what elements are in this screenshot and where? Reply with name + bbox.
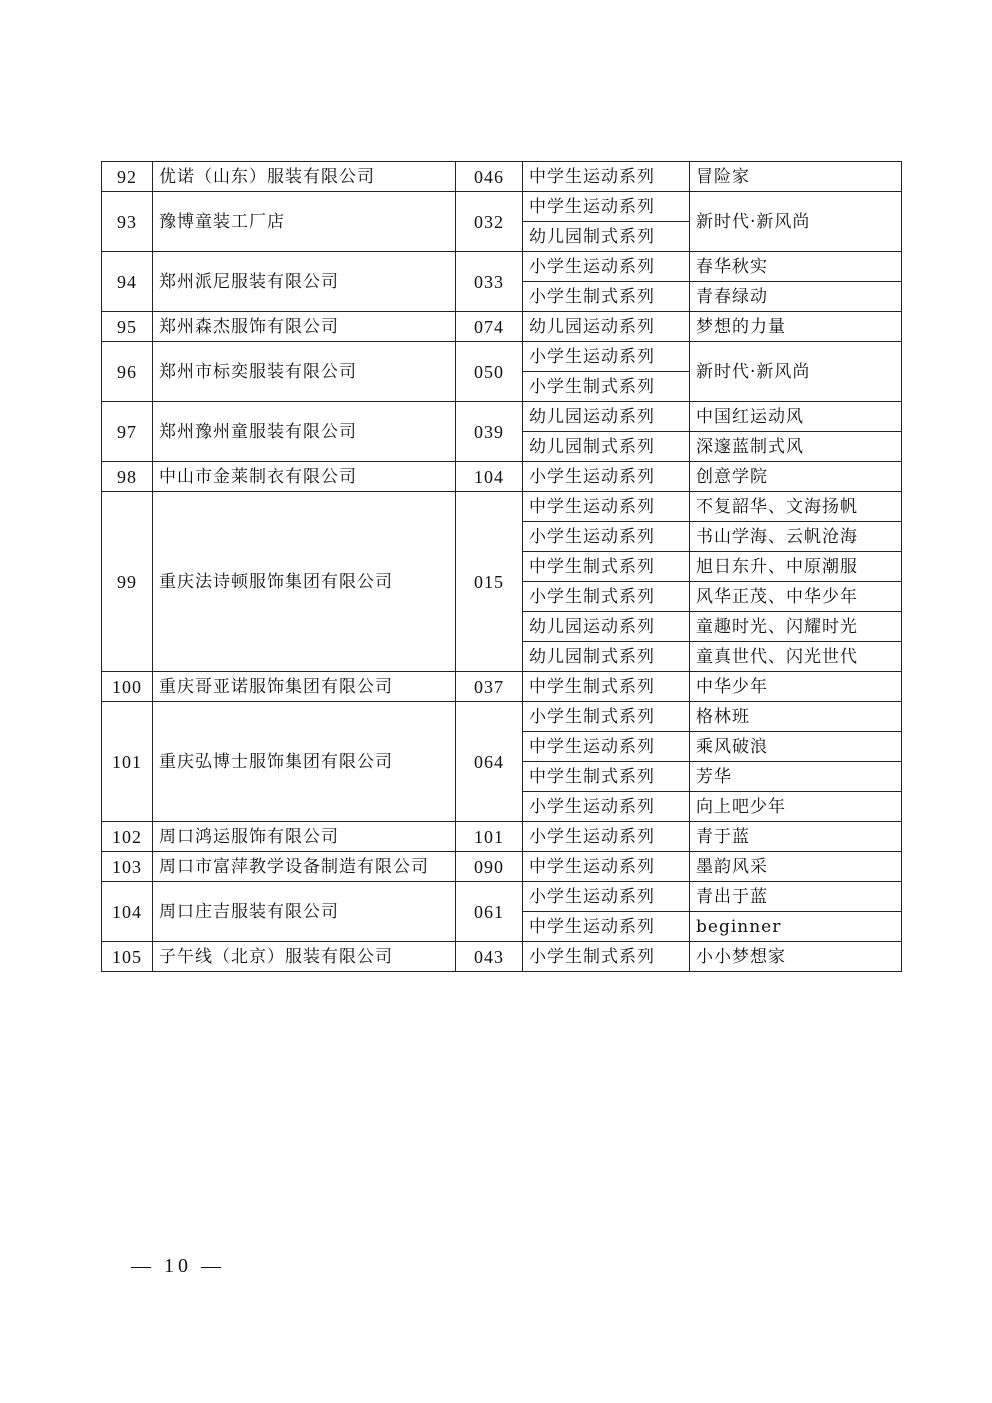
company-name: 周口庄吉服装有限公司 [153,882,456,942]
product-code: 074 [456,312,523,342]
series-name: 中学生运动系列 [523,732,690,762]
table-row [102,402,902,432]
series-name: 中学生运动系列 [523,192,690,222]
style-name: 春华秋实 [690,252,902,282]
series-name: 幼儿园运动系列 [523,612,690,642]
style-name: beginner [690,912,902,942]
table-row [102,852,902,882]
style-name: 墨韵风采 [690,852,902,882]
style-name: 小小梦想家 [690,942,902,972]
series-name: 小学生运动系列 [523,462,690,492]
table-row [102,312,902,342]
product-code: 037 [456,672,523,702]
row-number: 102 [102,822,153,852]
row-number: 104 [102,882,153,942]
series-name: 小学生制式系列 [523,702,690,732]
style-name: 中华少年 [690,672,902,702]
style-name: 风华正茂、中华少年 [690,582,902,612]
series-name: 小学生运动系列 [523,342,690,372]
page-number: — 10 — [131,1255,225,1277]
style-name: 青春绿动 [690,282,902,312]
product-code: 039 [456,402,523,462]
style-name: 不复韶华、文海扬帆 [690,492,902,522]
table-row [102,672,902,702]
style-name: 青出于蓝 [690,882,902,912]
product-code: 101 [456,822,523,852]
table-row [102,342,902,372]
company-name: 中山市金莱制衣有限公司 [153,462,456,492]
company-name: 郑州森杰服饰有限公司 [153,312,456,342]
company-name: 重庆法诗顿服饰集团有限公司 [153,492,456,672]
series-name: 幼儿园运动系列 [523,402,690,432]
series-name: 小学生运动系列 [523,792,690,822]
series-name: 小学生制式系列 [523,372,690,402]
style-name: 中国红运动风 [690,402,902,432]
product-code: 032 [456,192,523,252]
company-name: 郑州豫州童服装有限公司 [153,402,456,462]
row-number: 103 [102,852,153,882]
product-code: 050 [456,342,523,402]
series-name: 小学生运动系列 [523,522,690,552]
row-number: 99 [102,492,153,672]
series-name: 中学生运动系列 [523,912,690,942]
product-code: 043 [456,942,523,972]
row-number: 98 [102,462,153,492]
table-row [102,942,902,972]
company-name: 豫博童装工厂店 [153,192,456,252]
series-name: 幼儿园制式系列 [523,642,690,672]
style-name: 旭日东升、中原潮服 [690,552,902,582]
style-name: 向上吧少年 [690,792,902,822]
table-row [102,192,902,222]
roster-body [102,162,902,972]
company-name: 重庆弘博士服饰集团有限公司 [153,702,456,822]
style-name: 书山学海、云帆沧海 [690,522,902,552]
series-name: 小学生制式系列 [523,282,690,312]
series-name: 中学生运动系列 [523,492,690,522]
row-number: 96 [102,342,153,402]
style-name: 芳华 [690,762,902,792]
series-name: 小学生制式系列 [523,942,690,972]
company-name: 郑州市标奕服装有限公司 [153,342,456,402]
product-code: 104 [456,462,523,492]
style-name: 乘风破浪 [690,732,902,762]
company-name: 周口市富萍教学设备制造有限公司 [153,852,456,882]
series-name: 中学生制式系列 [523,552,690,582]
style-name: 新时代·新风尚 [690,192,902,252]
company-name: 子午线（北京）服装有限公司 [153,942,456,972]
style-name: 创意学院 [690,462,902,492]
product-code: 090 [456,852,523,882]
series-name: 中学生制式系列 [523,672,690,702]
table-row [102,822,902,852]
table-row [102,162,902,192]
company-name: 优诺（山东）服装有限公司 [153,162,456,192]
product-code: 061 [456,882,523,942]
row-number: 105 [102,942,153,972]
style-name: 梦想的力量 [690,312,902,342]
style-name: 冒险家 [690,162,902,192]
product-code: 064 [456,702,523,822]
style-name: 格林班 [690,702,902,732]
row-number: 92 [102,162,153,192]
style-name: 青于蓝 [690,822,902,852]
row-number: 100 [102,672,153,702]
series-name: 幼儿园运动系列 [523,312,690,342]
row-number: 101 [102,702,153,822]
table-row [102,882,902,912]
product-code: 046 [456,162,523,192]
uniform-roster-table [101,161,902,972]
series-name: 小学生运动系列 [523,882,690,912]
table-row [102,492,902,522]
style-name: 童趣时光、闪耀时光 [690,612,902,642]
style-name: 新时代·新风尚 [690,342,902,402]
table-row [102,252,902,282]
row-number: 94 [102,252,153,312]
series-name: 小学生运动系列 [523,822,690,852]
row-number: 97 [102,402,153,462]
series-name: 小学生运动系列 [523,252,690,282]
row-number: 93 [102,192,153,252]
product-code: 015 [456,492,523,672]
company-name: 周口鸿运服饰有限公司 [153,822,456,852]
company-name: 郑州派尼服装有限公司 [153,252,456,312]
company-name: 重庆哥亚诺服饰集团有限公司 [153,672,456,702]
product-code: 033 [456,252,523,312]
style-name: 深邃蓝制式风 [690,432,902,462]
series-name: 中学生运动系列 [523,852,690,882]
series-name: 中学生制式系列 [523,762,690,792]
series-name: 幼儿园制式系列 [523,432,690,462]
series-name: 中学生运动系列 [523,162,690,192]
row-number: 95 [102,312,153,342]
table-row [102,702,902,732]
table-row [102,462,902,492]
series-name: 小学生制式系列 [523,582,690,612]
style-name: 童真世代、闪光世代 [690,642,902,672]
series-name: 幼儿园制式系列 [523,222,690,252]
